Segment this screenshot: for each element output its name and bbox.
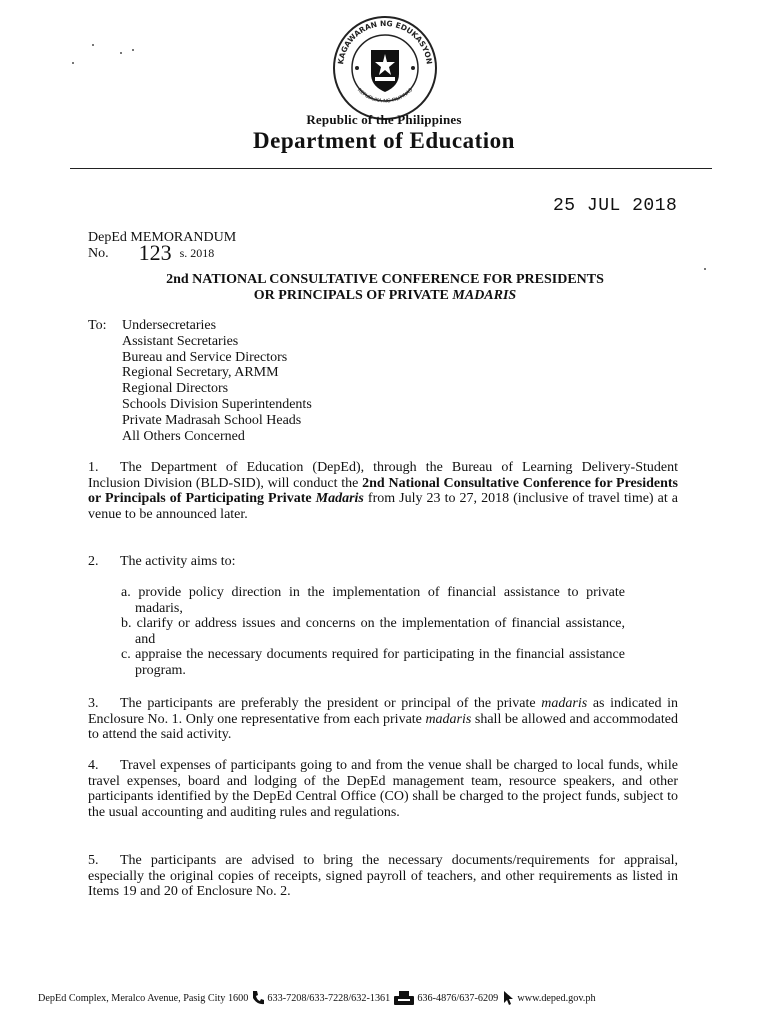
recipient: Schools Division Superintendents (122, 396, 312, 412)
scan-speck (120, 52, 122, 54)
recipient: Private Madrasah School Heads (122, 412, 302, 428)
scan-speck (704, 268, 706, 270)
footer-fax: 636-4876/637-6209 (417, 992, 499, 1004)
recipient: Regional Directors (122, 381, 229, 397)
paragraph-number: 3. (88, 696, 99, 711)
memo-no-label: No. (88, 246, 109, 261)
conference-name: 2nd National Consultative Conference for Presidents or Principals of Participating Private (88, 475, 679, 506)
recipient: Assistant Secretaries (122, 333, 239, 349)
paragraph-4 (88, 758, 678, 820)
recipients-list (88, 318, 312, 444)
paragraph-text: as indicated in Enclosure No. 1. Only one representative from each private (88, 696, 678, 727)
fax-icon (393, 990, 415, 1006)
recipient: Bureau and Service Directors (122, 349, 288, 365)
paragraph-number: 2. (88, 554, 99, 569)
memo-series: s. 2018 (179, 246, 215, 260)
scan-speck (132, 49, 134, 51)
paragraph-text: The participants are advised to bring the necessary documents/requirements for appraisal, especially the original copies of receipts, signed payroll of teachers, and other requirements as listed in Items 19 and 20 of Enclosure No. 2. (88, 853, 678, 899)
paragraph-text: The Department of Education (DepEd), through the Bureau of Learning Delivery-Student Inclusion Division (BLD-SID), will conduct the (88, 460, 678, 491)
footer-website: www.deped.gov.ph (517, 992, 596, 1004)
madaris-italic: madaris (541, 696, 588, 711)
recipient: Undersecretaries (122, 318, 217, 333)
madaris-italic: madaris (425, 711, 472, 727)
paragraph-number: 5. (88, 853, 99, 868)
paragraph-text: The participants are preferably the president or principal of the private (120, 696, 542, 711)
globe-cursor-icon (501, 990, 515, 1006)
paragraph-text: The activity aims to: (120, 554, 236, 569)
aim-item: a. provide policy direction in the implementation of financial assistance to private madaris, (121, 585, 625, 616)
memo-number: 123 (138, 240, 172, 265)
paragraph-number: 1. (88, 460, 99, 475)
recipient: All Others Concerned (122, 428, 245, 444)
paragraph-text: shall be allowed and accommodated to attend the said activity. (88, 711, 678, 742)
title-line-2: OR PRINCIPALS OF PRIVATE (253, 288, 453, 303)
scan-speck (92, 44, 94, 46)
memo-label: DepEd MEMORANDUM (88, 230, 237, 245)
aims-list (121, 585, 625, 678)
seal-text-top: KAGAWARAN NG EDUKASYON (336, 18, 434, 65)
seal-text-bottom: REPUBLIKA NG PILIPINAS (355, 87, 415, 105)
conference-madaris: Madaris (315, 491, 364, 506)
header-divider (70, 168, 712, 169)
paragraph-3 (88, 696, 678, 743)
scan-speck (72, 62, 74, 64)
title-madaris: MADARIS (452, 288, 517, 303)
title-line-1: 2nd NATIONAL CONSULTATIVE CONFERENCE FOR PRESIDENTS (166, 272, 604, 287)
paragraph-1 (88, 460, 678, 522)
aim-item: b. clarify or address issues and concerns on the implementation of financial assistance, and (121, 616, 625, 647)
deped-seal (331, 14, 439, 122)
footer-address: DepEd Complex, Meralco Avenue, Pasig City 1600 (38, 992, 249, 1004)
to-label: To: (88, 318, 107, 333)
footer (38, 990, 738, 1006)
recipient: Regional Secretary, ARMM (122, 365, 279, 381)
memo-date: 25 JUL 2018 (553, 196, 678, 216)
department-name: Department of Education (253, 128, 515, 153)
recipients-block (88, 318, 312, 444)
paragraph-text: from July 23 to 27, 2018 (inclusive of travel time) at a venue to be announced later. (88, 491, 678, 522)
republic-line: Republic of the Philippines (306, 112, 462, 127)
memo-title (120, 272, 650, 304)
paragraph-text: Travel expenses of participants going to and from the venue shall be charged to local funds, while travel expenses, board and lodging of the DepEd management team, resource speakers, and other participants identified by the DepEd Central Office (CO) shall be charged to the project funds, subject to the usual accounting and auditing rules and regulations. (88, 758, 678, 820)
memo-number-block (88, 230, 237, 265)
paragraph-5 (88, 853, 678, 900)
phone-icon (251, 990, 265, 1006)
paragraph-number: 4. (88, 758, 99, 773)
paragraph-2 (88, 554, 678, 570)
aim-item: c. appraise the necessary documents required for participating in the financial assistance program. (121, 647, 625, 678)
footer-phone: 633-7208/633-7228/632-1361 (267, 992, 391, 1004)
